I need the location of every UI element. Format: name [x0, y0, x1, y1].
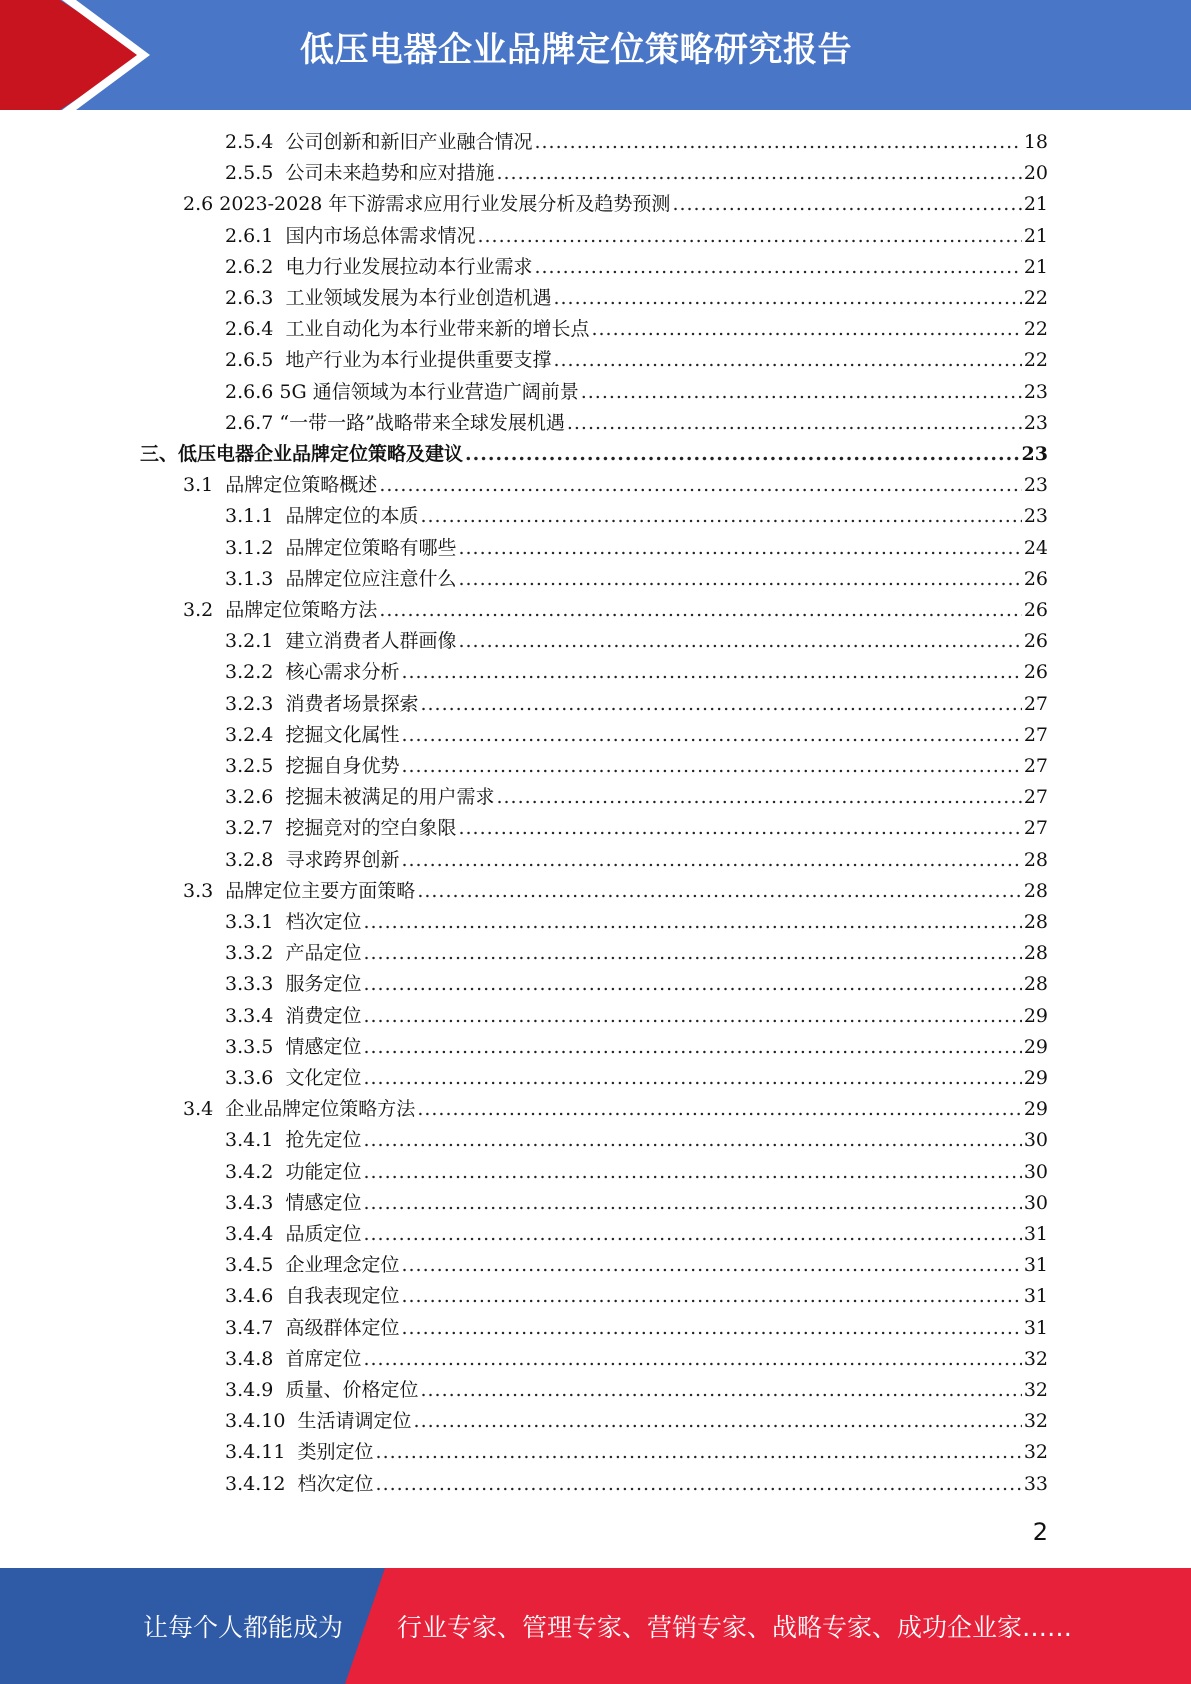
footer-slogan-right: 行业专家、管理专家、营销专家、战略专家、成功企业家……: [397, 1613, 1073, 1642]
toc-entry-page: 28: [1023, 973, 1048, 996]
toc-entry[interactable]: [225, 1250, 1048, 1281]
toc-entry-number: 3.1.2: [225, 536, 286, 559]
toc-entry-title: 消费者场景探索: [285, 692, 419, 715]
toc-entry-number: 2.5.5: [225, 162, 286, 185]
toc-entry-number: 2.6.1: [225, 224, 286, 247]
toc-dot-leader: [401, 1281, 1021, 1312]
toc-entry-title: 三、低压电器企业品牌定位策略及建议: [140, 443, 464, 465]
toc-entry-number: 2.6.2: [225, 255, 286, 278]
toc-dot-leader: [363, 1344, 1021, 1375]
toc-entry-title: 品牌定位主要方面策略: [225, 879, 416, 902]
toc-entry-number: 3.3.4: [225, 1004, 286, 1027]
toc-entry[interactable]: [225, 1125, 1048, 1156]
toc-entry-number: 2.6.3: [225, 287, 286, 309]
toc-entry[interactable]: [225, 533, 1048, 564]
toc-dot-leader: [379, 470, 1022, 501]
toc-entry-page: 23: [1021, 443, 1048, 465]
toc-entry-page: 32: [1023, 1410, 1048, 1433]
toc-dot-leader: [672, 189, 1021, 220]
toc-dot-leader: [477, 221, 1021, 252]
toc-dot-leader: [414, 1406, 1022, 1437]
toc-entry-number: 3.4.8: [225, 1347, 286, 1370]
toc-dot-leader: [363, 1157, 1021, 1188]
toc-entry-title: 情感定位: [285, 1191, 362, 1214]
toc-dot-leader: [534, 127, 1021, 158]
toc-dot-leader: [379, 595, 1022, 626]
toc-entry-page: 22: [1023, 318, 1048, 341]
toc-entry-title: 核心需求分析: [285, 661, 400, 684]
toc-dot-leader: [363, 1032, 1021, 1063]
toc-entry[interactable]: [225, 782, 1048, 813]
toc-entry[interactable]: [225, 907, 1048, 938]
toc-entry[interactable]: [225, 158, 1048, 189]
toc-dot-leader: [591, 314, 1021, 345]
toc-entry-page: 24: [1023, 536, 1048, 559]
toc-entry-page: 29: [1023, 1067, 1048, 1089]
toc-entry-title: 地产行业为本行业提供重要支撑: [285, 349, 552, 372]
toc-entry[interactable]: [225, 221, 1048, 252]
toc-entry-page: 21: [1023, 255, 1048, 278]
toc-entry-number: 3.4.1: [225, 1129, 286, 1152]
toc-entry-title: 工业自动化为本行业带来新的增长点: [285, 318, 590, 341]
toc-entry-title: 工业领域发展为本行业创造机遇: [285, 287, 552, 309]
toc-entry[interactable]: [225, 345, 1048, 376]
toc-entry[interactable]: [225, 1219, 1048, 1250]
toc-entry[interactable]: [225, 1437, 1048, 1468]
toc-dot-leader: [363, 1063, 1021, 1094]
toc-entry-title: 品牌定位策略方法: [225, 599, 378, 621]
toc-entry-number: 3.3.5: [225, 1035, 286, 1058]
toc-entry[interactable]: [225, 1281, 1048, 1312]
toc-dot-leader: [458, 626, 1021, 657]
toc-entry[interactable]: [225, 564, 1048, 595]
toc-entry-title: 品质定位: [285, 1223, 362, 1245]
toc-entry-number: 3.4.9: [225, 1379, 286, 1401]
toc-entry-page: 23: [1023, 411, 1048, 434]
toc-entry-title: 服务定位: [285, 973, 362, 996]
toc-entry-number: 2.6.6: [225, 380, 280, 403]
toc-entry[interactable]: [225, 657, 1048, 688]
toc-entry[interactable]: [225, 314, 1048, 345]
toc-entry-title: 寻求跨界创新: [285, 848, 400, 871]
toc-entry-title: 消费定位: [285, 1004, 362, 1027]
toc-entry[interactable]: [225, 1001, 1048, 1032]
toc-entry-number: 3.1.1: [225, 505, 286, 528]
toc-entry-page: 23: [1023, 380, 1048, 403]
toc-entry-title: 电力行业发展拉动本行业需求: [285, 255, 533, 278]
toc-entry-title: 高级群体定位: [285, 1316, 400, 1339]
toc-entry-number: 2.6: [183, 193, 220, 216]
toc-entry-title: 文化定位: [285, 1067, 362, 1089]
toc-entry-number: 3.2.1: [225, 630, 286, 653]
toc-entry-number: 3.2.5: [225, 755, 286, 777]
page-footer: [0, 1568, 1191, 1684]
toc-entry-page: 32: [1023, 1441, 1048, 1464]
toc-entry-number: 2.6.4: [225, 318, 286, 341]
toc-entry-number: 3.1.3: [225, 567, 286, 590]
toc-entry[interactable]: [225, 751, 1048, 782]
toc-entry-number: 3.2.4: [225, 723, 286, 746]
toc-entry-title: 品牌定位策略概述: [225, 474, 378, 497]
toc-entry-title: 类别定位: [297, 1441, 374, 1464]
toc-dot-leader: [401, 751, 1021, 782]
toc-entry[interactable]: [225, 127, 1048, 158]
toc-dot-leader: [458, 564, 1021, 595]
toc-entry[interactable]: [225, 689, 1048, 720]
toc-entry[interactable]: [225, 408, 1048, 439]
toc-entry-page: 31: [1023, 1223, 1048, 1245]
toc-entry-number: 3.4.3: [225, 1191, 286, 1214]
toc-entry-page: 27: [1023, 786, 1048, 809]
toc-entry-number: 2.5.4: [225, 131, 286, 153]
toc-entry-number: 3.3.3: [225, 973, 286, 996]
toc-entry[interactable]: [225, 1188, 1048, 1219]
toc-entry[interactable]: [225, 1313, 1048, 1344]
toc-entry-page: 27: [1023, 723, 1048, 746]
toc-entry[interactable]: [225, 1032, 1048, 1063]
toc-entry-page: 20: [1023, 162, 1048, 185]
toc-entry-page: 28: [1023, 848, 1048, 871]
toc-entry-page: 31: [1023, 1285, 1048, 1308]
toc-entry-number: 3.4: [183, 1098, 226, 1121]
toc-dot-leader: [553, 283, 1021, 314]
toc-dot-leader: [376, 1437, 1022, 1468]
toc-dot-leader: [567, 408, 1022, 439]
toc-entry-title: 质量、价格定位: [285, 1379, 419, 1401]
toc-dot-leader: [534, 252, 1021, 283]
toc-entry-page: 28: [1023, 879, 1048, 902]
toc-entry[interactable]: [225, 720, 1048, 751]
toc-entry-page: 18: [1023, 131, 1048, 153]
toc-entry-number: 3.3.6: [225, 1067, 286, 1089]
toc-entry-page: 27: [1023, 817, 1048, 840]
toc-dot-leader: [363, 1125, 1021, 1156]
toc-dot-leader: [458, 813, 1021, 844]
toc-entry[interactable]: [183, 189, 1048, 220]
toc-entry[interactable]: [225, 1344, 1048, 1375]
toc-entry-number: 3.3.1: [225, 911, 286, 933]
toc-entry-page: 28: [1023, 942, 1048, 965]
toc-dot-leader: [553, 345, 1021, 376]
toc-entry-number: 3.2.3: [225, 692, 286, 715]
toc-entry-title: 国内市场总体需求情况: [285, 224, 476, 247]
toc-dot-leader: [401, 657, 1021, 688]
toc-entry-title: 品牌定位应注意什么: [285, 567, 457, 590]
toc-entry-number: 3.2.7: [225, 817, 286, 840]
toc-entry-page: 26: [1023, 630, 1048, 653]
toc-entry-page: 29: [1023, 1098, 1048, 1121]
report-title: 低压电器企业品牌定位策略研究报告: [300, 30, 852, 70]
toc-entry[interactable]: [225, 1406, 1048, 1437]
toc-dot-leader: [401, 1250, 1021, 1281]
toc-dot-leader: [401, 720, 1021, 751]
toc-dot-leader: [363, 1188, 1021, 1219]
toc-entry-page: 23: [1023, 505, 1048, 528]
toc-entry-number: 3.4.12: [225, 1472, 298, 1495]
toc-entry[interactable]: [225, 1375, 1048, 1406]
toc-entry-title: 企业理念定位: [285, 1254, 400, 1277]
toc-entry-title: 2023-2028 年下游需求应用行业发展分析及趋势预测: [219, 193, 671, 216]
toc-entry-page: 23: [1023, 474, 1048, 497]
toc-entry[interactable]: [225, 626, 1048, 657]
toc-entry-number: 3.4.10: [225, 1410, 298, 1433]
toc-dot-leader: [496, 158, 1021, 189]
toc-entry-title: 品牌定位的本质: [285, 505, 419, 528]
toc-entry-title: 自我表现定位: [285, 1285, 400, 1308]
toc-dot-leader: [376, 1469, 1022, 1500]
toc-entry[interactable]: [183, 470, 1048, 501]
toc-entry-page: 22: [1023, 349, 1048, 372]
toc-entry-title: 建立消费者人群画像: [285, 630, 457, 653]
toc-entry-page: 21: [1023, 193, 1048, 216]
toc-entry-page: 32: [1023, 1379, 1048, 1401]
toc-entry-title: 挖掘竞对的空白象限: [285, 817, 457, 840]
toc-entry-number: 3.2.2: [225, 661, 286, 684]
toc-entry-number: 3.3.2: [225, 942, 286, 965]
toc-entry[interactable]: [225, 252, 1048, 283]
toc-dot-leader: [581, 377, 1022, 408]
toc-dot-leader: [363, 907, 1021, 938]
toc-entry[interactable]: [140, 439, 1048, 470]
toc-dot-leader: [363, 938, 1021, 969]
toc-dot-leader: [401, 1313, 1021, 1344]
toc-dot-leader: [417, 1094, 1022, 1125]
toc-entry-title: 挖掘未被满足的用户需求: [285, 786, 495, 809]
toc-entry-page: 30: [1023, 1191, 1048, 1214]
toc-entry[interactable]: [225, 1469, 1048, 1500]
toc-entry[interactable]: [225, 1063, 1048, 1094]
toc-entry-page: 32: [1023, 1347, 1048, 1370]
toc-dot-leader: [363, 1219, 1021, 1250]
toc-entry-title: 产品定位: [285, 942, 362, 965]
toc-entry[interactable]: [183, 1094, 1048, 1125]
toc-entry-title: 品牌定位策略有哪些: [285, 536, 457, 559]
toc-entry-number: 2.6.5: [225, 349, 286, 372]
toc-entry-number: 3.4.7: [225, 1316, 286, 1339]
toc-entry-page: 30: [1023, 1160, 1048, 1183]
toc-entry[interactable]: [225, 1157, 1048, 1188]
toc-entry[interactable]: [225, 813, 1048, 844]
toc-entry-title: 挖掘自身优势: [285, 755, 400, 777]
toc-entry-title: 公司创新和新旧产业融合情况: [285, 131, 533, 153]
toc-entry[interactable]: [225, 845, 1048, 876]
toc-entry-title: 档次定位: [285, 911, 362, 933]
toc-entry[interactable]: [225, 969, 1048, 1000]
toc-dot-leader: [363, 1001, 1021, 1032]
toc-entry[interactable]: [225, 938, 1048, 969]
toc-entry-page: 29: [1023, 1035, 1048, 1058]
toc-entry-title: “一带一路”战略带来全球发展机遇: [279, 411, 565, 434]
toc-entry-title: 首席定位: [285, 1347, 362, 1370]
toc-entry-number: 3.4.5: [225, 1254, 286, 1277]
toc-entry-page: 33: [1023, 1472, 1048, 1495]
toc-entry-number: 3.4.2: [225, 1160, 286, 1183]
toc-entry-number: 3.3: [183, 879, 226, 902]
toc-entry-number: 3.2: [183, 599, 226, 621]
toc-entry-page: 26: [1023, 661, 1048, 684]
toc-entry[interactable]: [225, 377, 1048, 408]
toc-dot-leader: [401, 845, 1021, 876]
toc-entry-page: 21: [1023, 224, 1048, 247]
toc-entry[interactable]: [225, 283, 1048, 314]
toc-entry-page: 28: [1023, 911, 1048, 933]
toc-entry-title: 公司未来趋势和应对措施: [285, 162, 495, 185]
toc-dot-leader: [496, 782, 1021, 813]
toc-dot-leader: [417, 876, 1022, 907]
toc-entry-title: 档次定位: [297, 1472, 374, 1495]
toc-entry[interactable]: [225, 501, 1048, 532]
toc-entry-page: 22: [1023, 287, 1048, 309]
toc-entry-number: 2.6.7: [225, 411, 280, 434]
toc-entry-page: 27: [1023, 755, 1048, 777]
toc-entry-title: 抢先定位: [285, 1129, 362, 1152]
toc-entry-page: 31: [1023, 1316, 1048, 1339]
toc-entry-title: 5G 通信领域为本行业营造广阔前景: [279, 380, 579, 403]
toc-entry-page: 31: [1023, 1254, 1048, 1277]
toc-dot-leader: [458, 533, 1021, 564]
toc-entry[interactable]: [183, 876, 1048, 907]
toc-entry[interactable]: [183, 595, 1048, 626]
toc-entry-title: 生活请调定位: [297, 1410, 412, 1433]
footer-slogan-left: 让每个人都能成为: [143, 1613, 344, 1642]
toc-entry-page: 29: [1023, 1004, 1048, 1027]
toc-entry-title: 挖掘文化属性: [285, 723, 400, 746]
page-header: [0, 0, 1191, 110]
toc-entry-title: 功能定位: [285, 1160, 362, 1183]
toc-entry-number: 3.4.6: [225, 1285, 286, 1308]
toc-dot-leader: [420, 1375, 1021, 1406]
toc-entry-number: 3.4.11: [225, 1441, 298, 1464]
toc-entry-page: 26: [1023, 567, 1048, 590]
toc-entry-title: 情感定位: [285, 1035, 362, 1058]
toc-dot-leader: [363, 969, 1021, 1000]
toc-entry-number: 3.2.8: [225, 848, 286, 871]
toc-dot-leader: [420, 689, 1021, 720]
toc-entry-page: 30: [1023, 1129, 1048, 1152]
toc-entry-number: 3.2.6: [225, 786, 286, 809]
toc-entry-page: 26: [1023, 599, 1048, 621]
page-number: 2: [1032, 1518, 1048, 1546]
toc-entry-number: 3.1: [183, 474, 226, 497]
toc-dot-leader: [465, 439, 1020, 470]
toc-dot-leader: [420, 501, 1021, 532]
toc-entry-number: 3.4.4: [225, 1223, 286, 1245]
toc-entry-page: 27: [1023, 692, 1048, 715]
toc-entry-title: 企业品牌定位策略方法: [225, 1098, 416, 1121]
